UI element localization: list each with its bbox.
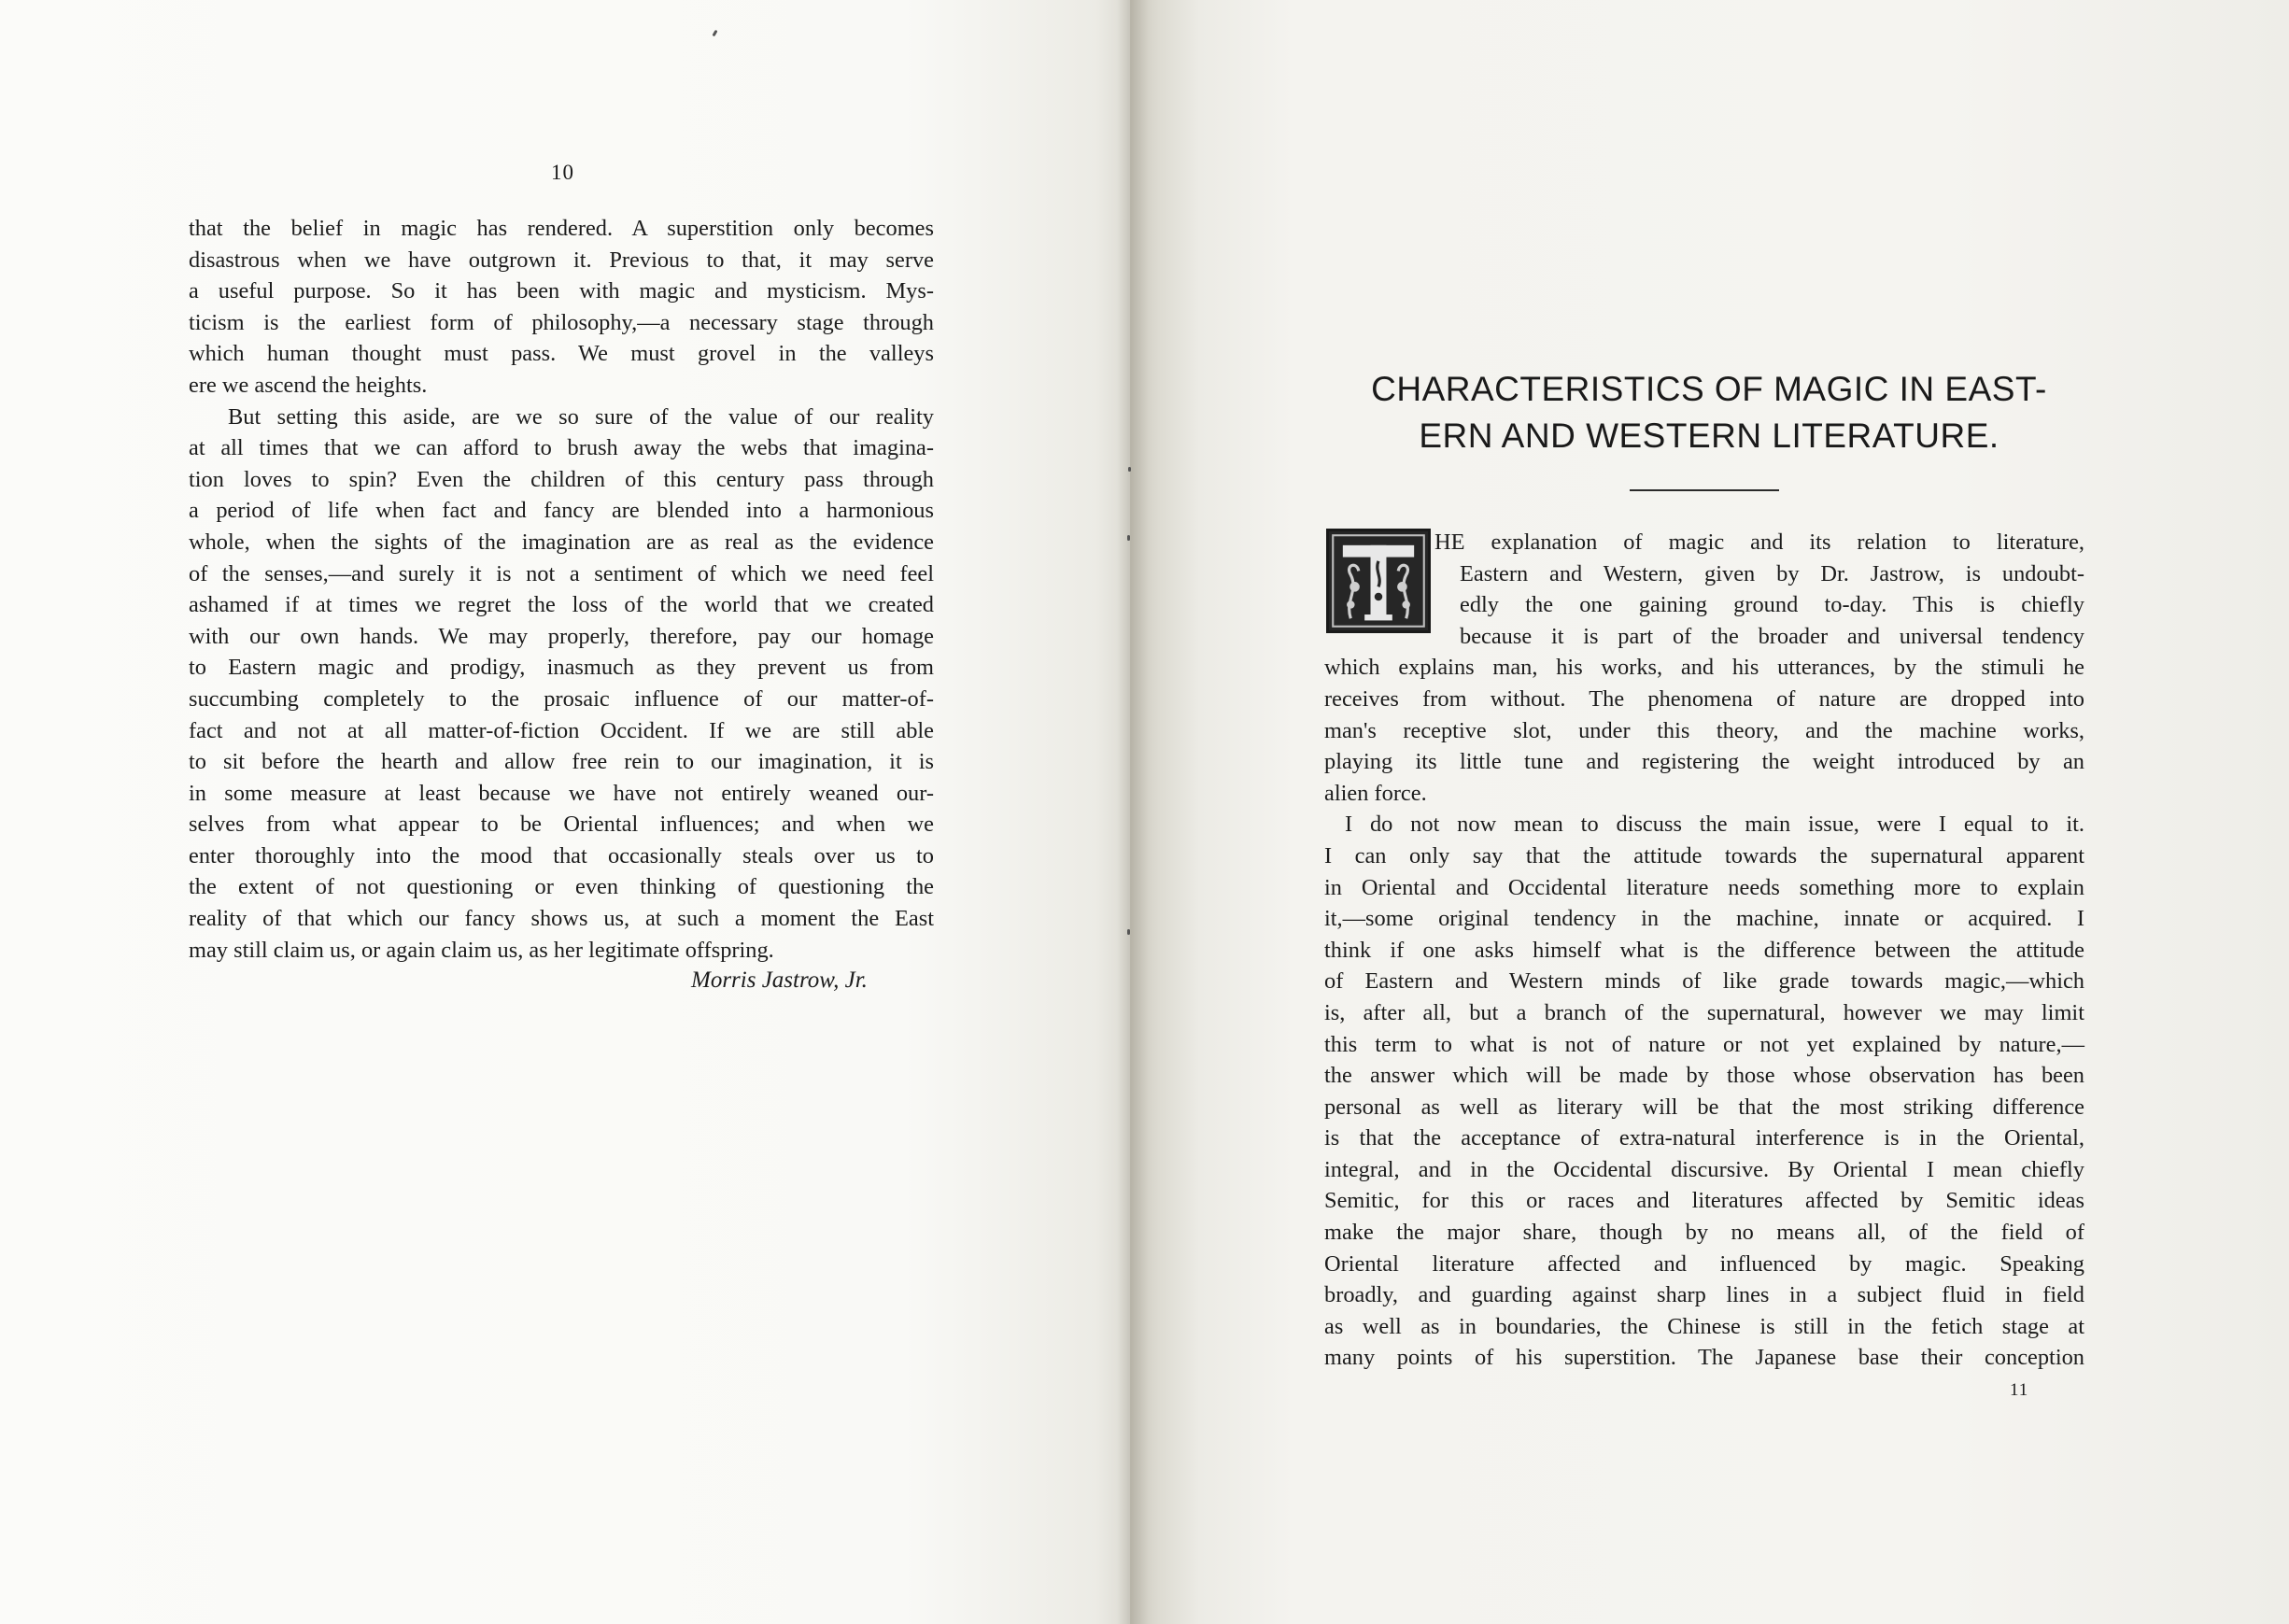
text-line: to sit before the hearth and allow free rein to our imagination, it is (189, 749, 934, 775)
text-line: a useful purpose. So it has been with magic and mysticism. Mys- (189, 278, 934, 304)
text-line: ere we ascend the heights. (189, 372, 428, 398)
text-line: which human thought must pass. We must grovel in the valleys (189, 341, 934, 367)
page-number-left: 10 (551, 161, 574, 184)
chapter-title-line: CHARACTERISTICS OF MAGIC IN EAST- (1371, 370, 2047, 408)
text-line: Eastern and Western, given by Dr. Jastrow, is undoubt- (1460, 560, 2084, 586)
text-line: broadly, and guarding against sharp lines in a subject fluid in field (1324, 1282, 2084, 1308)
page-number-right: 11 (2010, 1380, 2029, 1400)
text-line: the extent of not questioning or even thinking of questioning the (189, 874, 934, 900)
text-line: man's receptive slot, under this theory, and the machine works, (1324, 717, 2084, 743)
text-line: disastrous when we have outgrown it. Previous to that, it may serve (189, 247, 934, 273)
text-line: at all times that we can afford to brush away the webs that imagina- (189, 435, 934, 461)
title-rule (1630, 489, 1779, 491)
text-line: make the major share, though by no means all, of the field of (1324, 1220, 2084, 1246)
text-line: receives from without. The phenomena of nature are dropped into (1324, 685, 2084, 712)
text-line: personal as well as literary will be that the most striking difference (1324, 1094, 2084, 1120)
gutter-shadow (1117, 0, 1149, 1624)
text-line: in some measure at least because we have not entirely weaned our- (189, 780, 934, 806)
author-signature: Morris Jastrow, Jr. (691, 967, 868, 993)
ink-speck (1127, 929, 1130, 935)
text-line: ashamed if at times we regret the loss of the world that we created (189, 592, 934, 618)
text-line: edly the one gaining ground to-day. This is chiefly (1460, 592, 2084, 618)
text-line: many points of his superstition. The Japanese base their conception (1324, 1345, 2084, 1371)
text-line: because it is part of the broader and universal tendency (1460, 623, 2084, 649)
left-body-text (189, 213, 934, 966)
text-line: to Eastern magic and prodigy, inasmuch as they prevent us from (189, 655, 934, 681)
text-line: think if one asks himself what is the difference between the attitude (1324, 937, 2084, 963)
chapter-title-line: ERN AND WESTERN LITERATURE. (1419, 417, 1999, 455)
ink-speck (1127, 535, 1130, 541)
text-line: as well as in boundaries, the Chinese is still in the fetich stage at (1324, 1313, 2084, 1339)
text-line: which explains man, his works, and his utterances, by the stimuli he (1324, 655, 2084, 681)
text-line: tion loves to spin? Even the children of this century pass through (189, 466, 934, 492)
text-line: Semitic, for this or races and literatures affected by Semitic ideas (1324, 1188, 2084, 1214)
text-line: it,—some original tendency in the machine, innate or acquired. I (1324, 906, 2084, 932)
text-line: integral, and in the Occidental discursive. By Oriental I mean chiefly (1324, 1156, 2084, 1182)
text-line: succumbing completely to the prosaic influence of our matter-of- (189, 685, 934, 712)
right-body-text (1324, 527, 2084, 1374)
text-line: that the belief in magic has rendered. A superstition only becomes (189, 216, 934, 241)
text-line: is, after all, but a branch of the supernatural, however we may limit (1324, 999, 2084, 1025)
text-line: a period of life when fact and fancy are blended into a harmonious (189, 498, 934, 524)
ink-speck (712, 30, 717, 37)
text-line: of Eastern and Western minds of like grade towards magic,—which (1324, 968, 2084, 995)
text-line: is that the acceptance of extra-natural interference is in the Oriental, (1324, 1125, 2084, 1151)
text-line: whole, when the sights of the imagination are as real as the evidence (189, 529, 934, 555)
text-line: with our own hands. We may properly, therefore, pay our homage (189, 623, 934, 649)
text-line: alien force. (1324, 780, 1427, 806)
text-line: I do not now mean to discuss the main issue, were I equal to it. (1345, 812, 2084, 838)
text-line: ticism is the earliest form of philosophy,—a necessary stage through (189, 309, 934, 335)
text-line: HE explanation of magic and its relation to literature, (1434, 530, 2084, 555)
text-line: of the senses,—and surely it is not a sentiment of which we need feel (189, 560, 934, 586)
text-line: Oriental literature affected and influenced by magic. Speaking (1324, 1250, 2084, 1277)
text-line: playing its little tune and registering the weight introduced by an (1324, 749, 2084, 775)
left-page (0, 0, 1130, 1624)
text-line: in Oriental and Occidental literature needs something more to explain (1324, 874, 2084, 900)
ink-speck (1128, 467, 1131, 472)
text-line: I can only say that the attitude towards the supernatural apparent (1324, 842, 2084, 868)
text-line: reality of that which our fancy shows us, at such a moment the East (189, 906, 934, 932)
text-line: the answer which will be made by those whose observation has been (1324, 1063, 2084, 1089)
text-line: But setting this aside, are we so sure of the value of our reality (228, 403, 934, 430)
text-line: this term to what is not of nature or not yet explained by nature,— (1324, 1031, 2084, 1057)
text-line: enter thoroughly into the mood that occasionally steals over us to (189, 842, 934, 868)
text-line: selves from what appear to be Oriental influences; and when we (189, 812, 934, 838)
text-line: fact and not at all matter-of-fiction Occident. If we are still able (189, 717, 934, 743)
text-line: may still claim us, or again claim us, as her legitimate offspring. (189, 937, 774, 963)
chapter-title (1326, 366, 2092, 459)
